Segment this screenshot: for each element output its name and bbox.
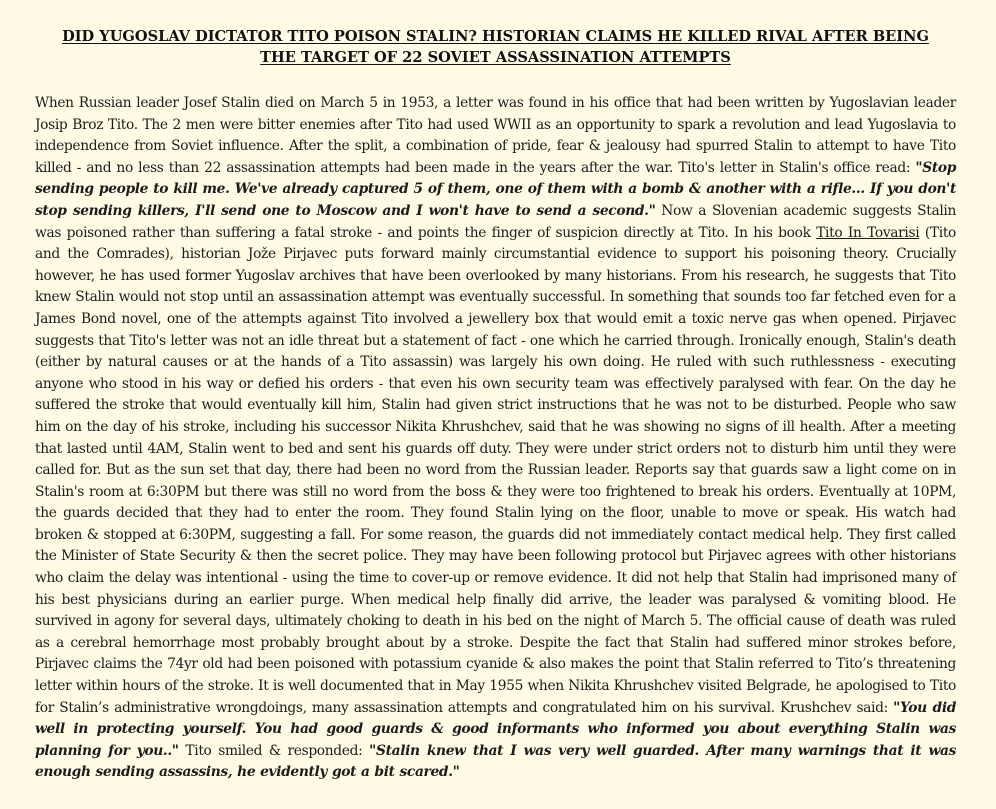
article-body bbox=[35, 93, 956, 784]
article-title: DID YUGOSLAV DICTATOR TITO POISON STALIN? HISTORIAN CLAIMS HE KILLED RIVAL AFTER BEING THE TARGET OF 22 SOVIET ASSASSINATION ATTEMPTS bbox=[62, 28, 929, 66]
khrushchev-quote: "You did well in protecting yourself. You had good guards & good informants who informed you about everything Stalin was planning for you.." bbox=[35, 699, 957, 759]
tito-response-quote: "Stalin knew that I was very well guarded. After many warnings that it was enough sending assassins, he evidently got a bit scared." bbox=[35, 742, 957, 781]
tito-letter-quote: "Stop sending people to kill me. We've already captured 5 of them, one of them with a bomb & another with a rifle... If you don't stop sending killers, I'll send one to Moscow and I won't have to send a second." bbox=[35, 159, 956, 219]
body-segment-academic: Now a Slovenian academic suggests Stalin was poisoned rather than suffering a fatal stroke - and points the finger of suspicion directly at Tito. In his book bbox=[35, 202, 956, 241]
body-segment-main: (Tito and the Comrades), historian Jože Pirjavec puts forward mainly circumstantial evidence to support his poisoning theory. Crucially however, he has used former Yugoslav archives that have been overlooked by many historians. From his research, he suggests that Tito knew Stalin would not stop until an assassination attempt was eventually successful. In something that sounds too far fetched even for a James Bond novel, one of the attempts against Tito involved a jewellery box that would emit a toxic nerve gas when opened. Pirjavec suggests that Tito's letter was not an idle threat but a statement of fact - one which he carried through. Ironically enough, Stalin's death (either by natural causes or at the hands of a Tito assassin) was largely his own doing. He ruled with such ruthlessness - executing anyone who stood in his way or defied his orders - that even his own security team was effectively paralysed with fear. On the day he suffered the stroke that would eventually kill him, Stalin had given strict instructions that he was not to be disturbed. People who saw him on the day of his stroke, including his successor Nikita Khrushchev, said that he was showing no signs of ill health. After a meeting that lasted until 4AM, Stalin went to bed and sent his guards off duty. They were under strict orders not to disturb him until they were called for. But as the sun set that day, there had been no word from the Russian leader. Reports say that guards saw a light come on in Stalin's room at 6:30PM but there was still no word from the boss & they were too frightened to break his orders. Eventually at 10PM, the guards decided that they had to enter the room. They found Stalin lying on the floor, unable to move or speak. His watch had broken & stopped at 6:30PM, suggesting a fall. For some reason, the guards did not immediately contact medical help. They first called the Minister of State Security & then the secret police. They may have been following protocol but Pirjavec agrees with other historians who claim the delay was intentional - using the time to cover-up or remove evidence. It did not help that Stalin had imprisoned many of his best physicians during an earlier purge. When medical help finally did arrive, the leader was paralysed & vomiting blood. He survived in agony for several days, ultimately choking to death in his bed on the night of March 5. The official cause of death was ruled as a cerebral hemorrhage most probably brought about by a stroke. Despite the fact that Stalin had suffered minor strokes before, Pirjavec claims the 74yr old had been poisoned with potassium cyanide & also makes the point that Stalin referred to Tito’s threatening letter within hours of the stroke. It is well documented that in May 1955 when Nikita Khrushchev visited Belgrade, he apologised to Tito for Stalin’s administrative wrongdoings, many assassination attempts and congratulated him on his survival. Krushchev said: bbox=[35, 224, 956, 716]
book-title: Tito In Tovarisi bbox=[816, 224, 920, 241]
body-segment-intro: When Russian leader Josef Stalin died on March 5 in 1953, a letter was found in his office that had been written by Yugoslavian leader Josip Broz Tito. The 2 men were bitter enemies after Tito had used WWII as an opportunity to spark a revolution and lead Yugoslavia to independence from Soviet influence. After the split, a combination of pride, fear & jealousy had spurred Stalin to attempt to have Tito killed - and no less than 22 assassination attempts had been made in the years after the war. Tito's letter in Stalin's office read: bbox=[35, 95, 956, 176]
body-segment-response: Tito smiled & responded: bbox=[178, 742, 370, 759]
